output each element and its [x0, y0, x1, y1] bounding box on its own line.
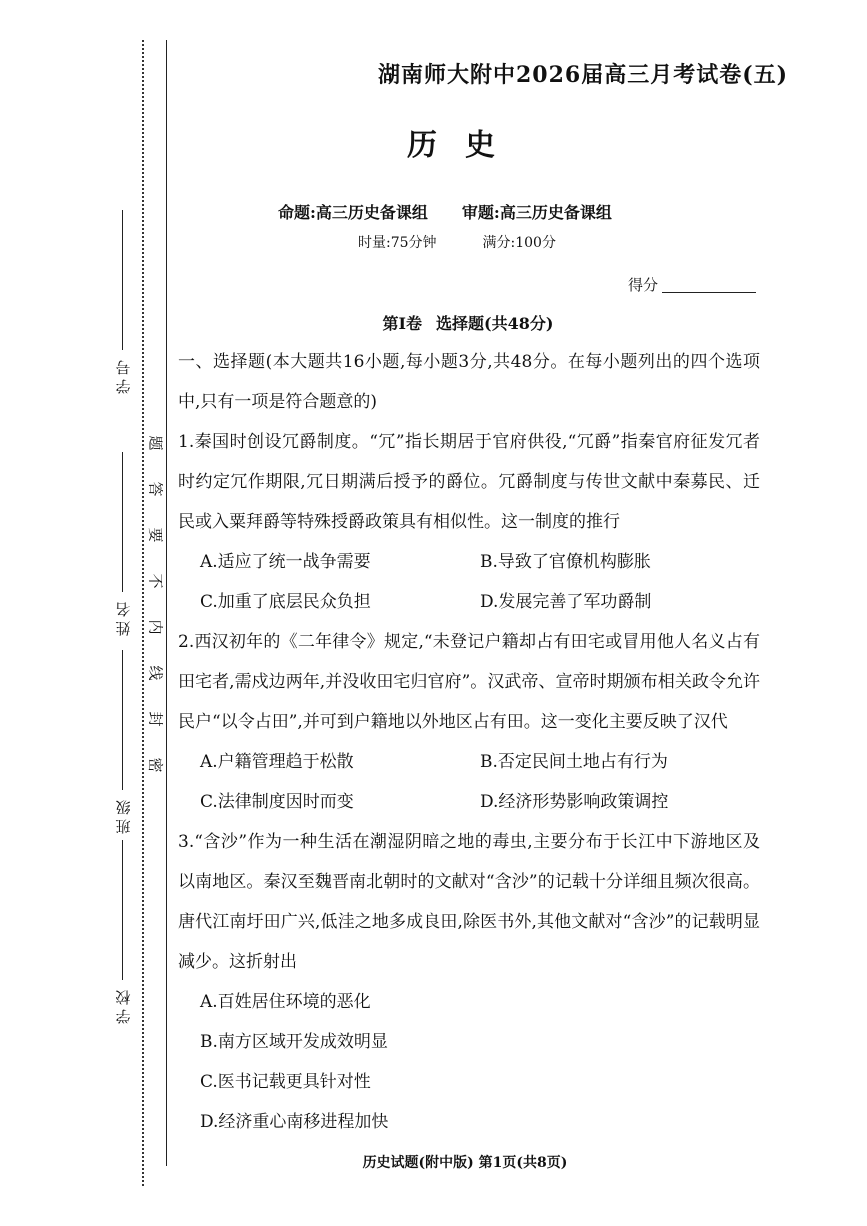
options-row [178, 542, 760, 582]
score-blank[interactable] [662, 292, 756, 293]
option-a[interactable]: A.适应了统一战争需要 [200, 552, 371, 572]
option-a[interactable]: A.百姓居住环境的恶化 [200, 992, 371, 1012]
option-d[interactable]: D.发展完善了军功爵制 [480, 592, 652, 612]
option-d[interactable]: D.经济重心南移进程加快 [200, 1112, 389, 1132]
warning-char: 要 [146, 527, 165, 543]
section-title [0, 311, 867, 334]
student-number-label: 学号 [114, 356, 133, 394]
binding-warning [144, 420, 168, 788]
warning-char: 密 [146, 757, 165, 773]
warning-char: 题 [146, 435, 165, 451]
school-field[interactable] [108, 840, 138, 1024]
warning-char: 线 [146, 665, 165, 681]
authors-row [278, 200, 612, 223]
options-row [178, 582, 760, 622]
options-row [178, 782, 760, 822]
score-label: 得分 [628, 276, 659, 294]
option-b[interactable]: B.否定民间土地占有行为 [480, 752, 668, 772]
options-row [178, 742, 760, 782]
warning-char: 内 [146, 619, 165, 635]
student-name-field[interactable] [108, 452, 138, 636]
warning-char: 不 [146, 573, 165, 589]
setter-text: 命题:高三历史备课组 [278, 203, 428, 222]
question-1 [178, 422, 760, 622]
school-blank [123, 840, 124, 980]
instructions: 一、选择题(本大题共16小题,每小题3分,共48分。在每小题列出的四个选项中,只有一项是符合题意的) [178, 352, 760, 412]
option-c[interactable]: C.加重了底层民众负担 [200, 592, 371, 612]
section-title-a: 第Ⅰ卷 [382, 314, 423, 333]
option-b[interactable]: B.导致了官僚机构膨胀 [480, 552, 651, 572]
exam-title: 湖南师大附中2026届高三月考试卷(五) [378, 62, 789, 88]
reviewer-text: 审题:高三历史备课组 [461, 203, 612, 222]
score-field[interactable] [628, 274, 756, 295]
questions-area [178, 342, 760, 1142]
question-3 [178, 822, 760, 1142]
class-label: 班级 [114, 796, 133, 834]
class-blank [123, 650, 124, 790]
warning-char: 封 [146, 711, 165, 727]
section-title-b: 选择题(共48分) [436, 314, 554, 333]
time-score-row [358, 232, 556, 252]
page-footer: 历史试题(附中版) 第1页(共8页) [362, 1155, 568, 1171]
student-number-field[interactable] [108, 210, 138, 394]
warning-char: 答 [146, 481, 165, 497]
subject-title: 历史 [407, 128, 523, 163]
student-name-label: 姓名 [114, 598, 133, 636]
question-stem: 1.秦国时创设冗爵制度。“冗”指长期居于官府供役,“冗爵”指秦官府征发冗者时约定冗作期限,冗日期满后授予的爵位。冗爵制度与传世文献中秦募民、迁民或入粟拜爵等特殊授爵政策具有相似性。这一制度的推行 [178, 432, 760, 532]
school-label: 学校 [114, 986, 133, 1024]
time-limit: 时量:75分钟 [358, 235, 437, 251]
option-b[interactable]: B.南方区域开发成效明显 [200, 1032, 388, 1052]
option-a[interactable]: A.户籍管理趋于松散 [200, 752, 354, 772]
question-2 [178, 622, 760, 822]
option-c[interactable]: C.医书记载更具针对性 [200, 1072, 371, 1092]
question-stem: 2.西汉初年的《二年律令》规定,“未登记户籍却占有田宅或冒用他人名义占有田宅者,需戍边两年,并没收田宅归官府”。汉武帝、宣帝时期颁布相关政令允许民户“以令占田”,并可到户籍地以外地区占有田。这一变化主要反映了汉代 [178, 632, 760, 732]
option-d[interactable]: D.经济形势影响政策调控 [480, 792, 669, 812]
student-name-blank [123, 452, 124, 592]
question-stem: 3.“含沙”作为一种生活在潮湿阴暗之地的毒虫,主要分布于长江中下游地区及以南地区。秦汉至魏晋南北朝时的文献对“含沙”的记载十分详细且频次很高。唐代江南圩田广兴,低洼之地多成良田,除医书外,其他文献对“含沙”的记载明显减少。这折射出 [178, 832, 760, 972]
full-score: 满分:100分 [482, 235, 556, 251]
option-c[interactable]: C.法律制度因时而变 [200, 792, 354, 812]
